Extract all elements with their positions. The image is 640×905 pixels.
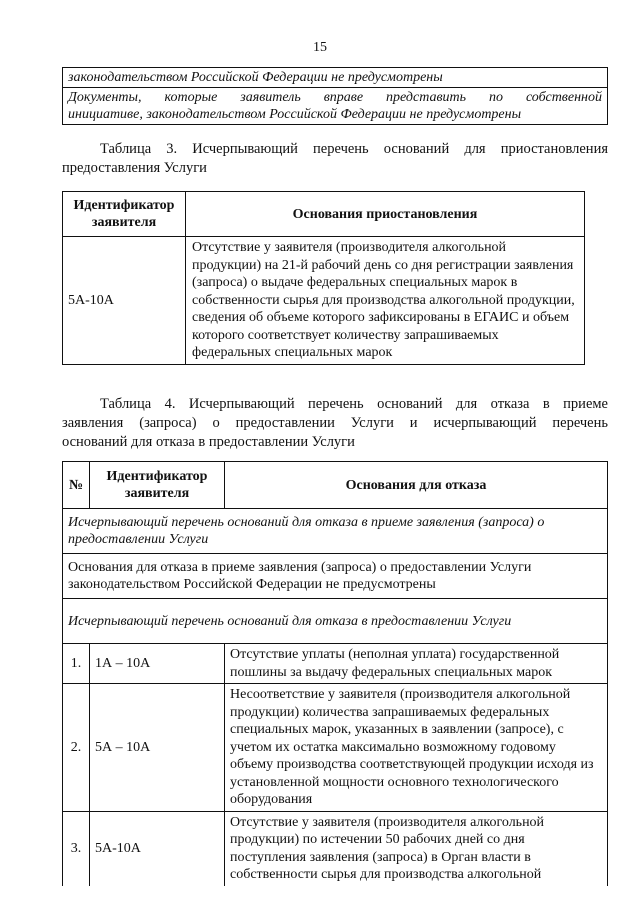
top-continuation-table: [62, 67, 608, 125]
section-row: [63, 509, 608, 554]
caption-line: Таблица 3. Исчерпывающий перечень оснований для приостановления: [100, 141, 608, 157]
table-header-row: [63, 462, 608, 509]
row-identifier: 5А-10А: [90, 811, 225, 886]
page-number: 15: [313, 40, 327, 55]
row-grounds-text: Отсутствие уплаты (неполная уплата) государственной пошлины за выдачу федеральных специальных марок: [225, 644, 608, 684]
caption-line: оснований для отказа в предоставлении Услуги: [62, 434, 355, 450]
row-grounds-text: Отсутствие у заявителя (производителя алкогольной продукции) на 21-й рабочий день со дня регистрации заявления (запроса) о выдаче федеральных специальных марок в собственности сырья для производства алкогольной продукции, сведения об объеме которого зафиксированы в ЕГАИС и объем которого соответствует количеству запрашиваемых федеральных специальных марок: [186, 237, 585, 365]
section-row: [63, 599, 608, 644]
section-text: Основания для отказа в приеме заявления (запроса) о предоставлении Услуги законодательством Российской Федерации не предусмотрены: [63, 554, 608, 599]
row-identifier: 5А-10А: [63, 237, 186, 365]
table-header-row: [63, 192, 585, 237]
header-grounds: Основания для отказа: [225, 462, 608, 509]
section-title: Исчерпывающий перечень оснований для отказа в предоставлении Услуги: [63, 599, 608, 644]
header-number: №: [63, 462, 90, 509]
section-row: [63, 554, 608, 599]
table3: [62, 191, 585, 365]
cell-line: Документы, которые заявитель вправе представить по собственной: [68, 90, 602, 105]
table4: [62, 461, 608, 886]
header-identifier: Идентификатор заявителя: [90, 462, 225, 509]
caption-line: Таблица 4. Исчерпывающий перечень оснований для отказа в приеме: [100, 396, 608, 412]
row-identifier: 5А – 10А: [90, 684, 225, 812]
row-grounds-text: Несоответствие у заявителя (производителя алкогольной продукции) количества запрашиваемых федеральных специальных марок, указанных в заявлении (запросе), с учетом их остатка максимально возможному годовому объему производства соответствующей продукции исходя из установленной мощности основного технологического оборудования: [225, 684, 608, 812]
caption-line: заявления (запроса) о предоставлении Услуги и исчерпывающий перечень: [62, 415, 608, 431]
row-number: 1.: [63, 644, 90, 684]
table4-caption: [62, 395, 608, 452]
table-row: [63, 88, 608, 125]
row-identifier: 1А – 10А: [90, 644, 225, 684]
section-title: Исчерпывающий перечень оснований для отказа в приеме заявления (запроса) о предоставлении Услуги: [63, 509, 608, 554]
table-cell: законодательством Российской Федерации не предусмотрены: [63, 68, 608, 88]
table-row: [63, 644, 608, 684]
caption-line: предоставления Услуги: [62, 160, 207, 176]
table-row: [63, 811, 608, 886]
table-row: [63, 68, 608, 88]
table-row: [63, 237, 585, 365]
header-identifier: Идентификатор заявителя: [63, 192, 186, 237]
row-number: 3.: [63, 811, 90, 886]
table-cell: [63, 88, 608, 125]
table-row: [63, 684, 608, 812]
row-number: 2.: [63, 684, 90, 812]
row-grounds-text: Отсутствие у заявителя (производителя алкогольной продукции) по истечении 50 рабочих дней со дня поступления заявления (запроса) в Орган власти в собственности сырья для производства алкогольной: [225, 811, 608, 886]
table3-caption: [62, 140, 608, 178]
cell-line: инициативе, законодательством Российской Федерации не предусмотрены: [68, 107, 522, 122]
header-grounds: Основания приостановления: [186, 192, 585, 237]
